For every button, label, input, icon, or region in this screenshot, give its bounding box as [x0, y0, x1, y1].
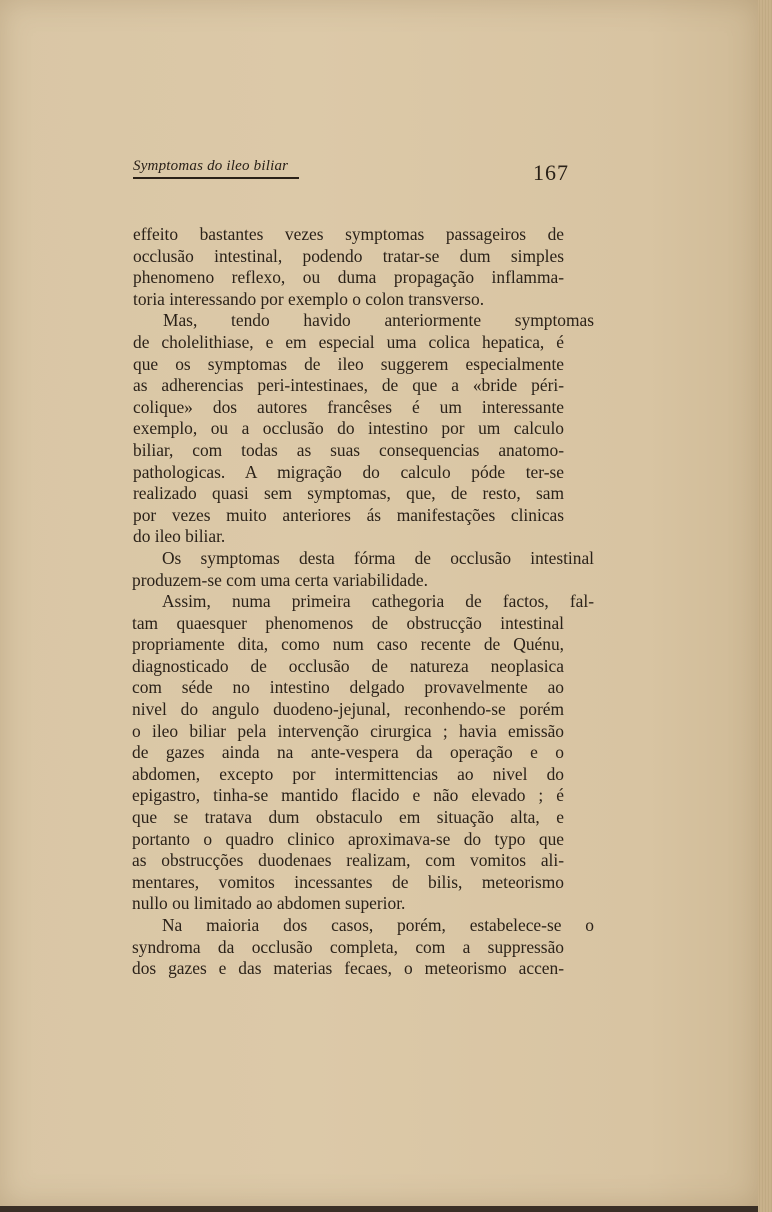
text-line: pathologicas. A migração do calculo póde ter-se [133, 461, 564, 482]
paragraph-3 [128, 547, 594, 591]
text-line: propriamente dita, como num caso recente de Quénu, [132, 634, 564, 655]
text-line: Assim, numa primeira cathegoria de factos, fal- [162, 591, 594, 612]
paragraph-4 [128, 591, 594, 915]
text-line: biliar, com todas as suas consequencias anatomo- [133, 439, 564, 460]
paragraph-2 [128, 310, 594, 548]
text-line: exemplo, ou a occlusão do intestino por um calculo [133, 418, 564, 439]
text-line: que os symptomas de ileo suggerem especialmente [133, 353, 564, 374]
text-line: do ileo biliar. [133, 526, 226, 547]
text-line: syndroma da occlusão completa, com a suppressão [132, 936, 564, 957]
text-line: com séde no intestino delgado provavelmente ao [132, 677, 564, 698]
text-line: de gazes ainda na ante-vespera da operação e o [132, 742, 564, 763]
text-line: nullo ou limitado ao abdomen superior. [132, 893, 406, 914]
text-line: colique» dos autores francêses é um interessante [133, 396, 564, 417]
text-line: Os symptomas desta fórma de occlusão intestinal [162, 547, 594, 568]
running-head: Symptomas do ileo biliar [133, 158, 299, 179]
text-line: dos gazes e das materias fecaes, o meteorismo accen- [132, 958, 564, 979]
text-line: occlusão intestinal, podendo tratar-se dum simples [133, 245, 564, 266]
paragraph-1 [128, 224, 564, 310]
page-number: 167 [533, 160, 569, 185]
text-line: Na maioria dos casos, porém, estabelece-se o [162, 915, 594, 935]
text-line: toria interessando por exemplo o colon transverso. [133, 288, 485, 309]
text-line: nivel do angulo duodeno-jejunal, reconhendo-se porém [132, 699, 564, 720]
text-line: phenomeno reflexo, ou duma propagação inflamma- [133, 267, 564, 288]
text-line: effeito bastantes vezes symptomas passageiros de [133, 224, 564, 244]
text-line: o ileo biliar pela intervenção cirurgica ; havia emissão [132, 720, 564, 741]
text-line: de cholelithiase, e em especial uma colica hepatica, é [133, 331, 564, 352]
text-line: produzem-se com uma certa variabilidade. [132, 569, 428, 590]
text-line: as obstrucções duodenaes realizam, com vomitos ali- [132, 850, 564, 871]
text-line: epigastro, tinha-se mantido flacido e não elevado ; é [132, 785, 564, 806]
text-line: tam quaesquer phenomenos de obstrucção intestinal [132, 612, 564, 633]
text-line: as adherencias peri-intestinaes, de que a «bride péri- [133, 375, 564, 396]
text-line: realizado quasi sem symptomas, que, de resto, sam [133, 483, 564, 504]
text-line: abdomen, excepto por intermittencias ao nivel do [132, 763, 564, 784]
text-line: mentares, vomitos incessantes de bilis, meteorismo [132, 871, 564, 892]
text-line: que se tratava dum obstaculo em situação alta, e [132, 807, 564, 828]
text-line: por vezes muito anteriores ás manifestações clinicas [133, 504, 564, 525]
text-line: portanto o quadro clinico aproximava-se do typo que [132, 828, 564, 849]
text-line: diagnosticado de occlusão de natureza neoplasica [132, 655, 564, 676]
text-line: Mas, tendo havido anteriormente symptomas [163, 310, 594, 331]
page-edge [758, 0, 772, 1212]
paragraph-5 [128, 915, 594, 980]
body-text [128, 224, 594, 980]
